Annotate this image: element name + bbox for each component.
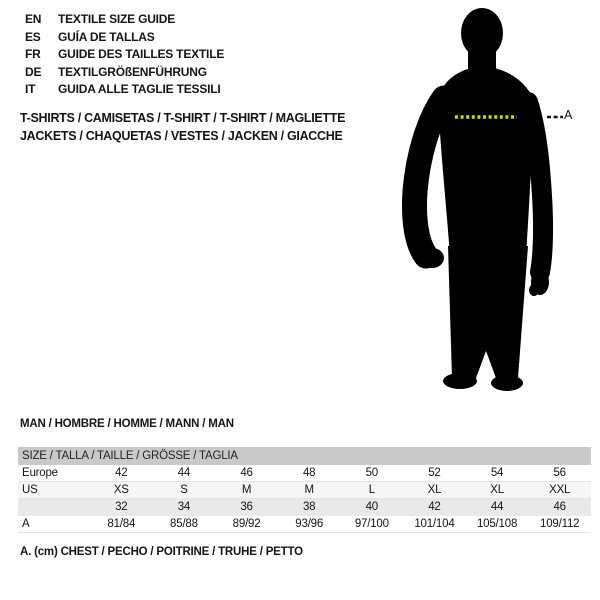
table-cell: 42 [428, 501, 441, 513]
table-cell: XS [113, 484, 129, 496]
table-cell: 36 [240, 501, 253, 513]
language-row [25, 46, 224, 64]
language-label: TEXTILGRÖßENFÜHRUNG [58, 64, 207, 79]
language-label: GUÍA DE TALLAS [58, 29, 155, 44]
language-code: FR [25, 47, 41, 62]
table-cell: S [180, 484, 188, 496]
table-cell: 81/84 [107, 518, 136, 530]
table-row-europe [18, 465, 591, 482]
category-tshirts: T-SHIRTS / CAMISETAS / T-SHIRT / T-SHIRT / MAGLIETTE [20, 111, 346, 125]
table-cell: 101/104 [414, 518, 455, 530]
garment-categories [20, 109, 345, 145]
row-label: US [22, 484, 38, 496]
table-cell: 34 [177, 501, 191, 513]
language-code: EN [25, 12, 42, 26]
table-cell: L [368, 484, 375, 496]
language-label: GUIDA ALLE TAGLIE TESSILI [58, 82, 221, 97]
language-label: GUIDE DES TAILLES TEXTILE [58, 47, 225, 62]
table-row-chest [18, 516, 591, 533]
measure-label-a: A [564, 108, 573, 122]
language-code: ES [25, 29, 41, 44]
table-cell: XL [427, 484, 442, 496]
table-cell: 40 [365, 501, 379, 513]
table-cell: M [241, 484, 252, 496]
row-label: Europe [22, 467, 58, 479]
table-cell: 109/112 [540, 518, 580, 530]
language-list [25, 11, 224, 99]
table-cell: 50 [365, 467, 379, 479]
table-row-us [18, 482, 591, 499]
table-cell: 42 [115, 467, 128, 479]
man-silhouette [402, 6, 577, 394]
footnote: A. (cm) CHEST / PECHO / POITRINE / TRUHE / PETTO [20, 546, 303, 558]
table-cell: M [304, 484, 314, 496]
size-table-header: SIZE / TALLA / TAILLE / GRÖSSE / TAGLIA [18, 447, 591, 465]
table-cell: XXL [549, 484, 571, 496]
table-cell: 54 [490, 467, 504, 479]
language-code: DE [25, 64, 42, 79]
table-cell: XL [490, 484, 504, 496]
table-cell: 97/100 [354, 518, 389, 530]
table-cell: 38 [302, 501, 316, 513]
table-cell: 56 [553, 467, 566, 479]
row-label [18, 499, 90, 516]
table-cell: 52 [428, 467, 441, 479]
table-cell: 89/92 [232, 518, 261, 530]
category-jackets: JACKETS / CHAQUETAS / VESTES / JACKEN / GIACCHE [20, 129, 343, 143]
table-cell: 48 [302, 467, 316, 479]
table-row-numeric [18, 499, 591, 516]
table-cell: 85/88 [170, 518, 198, 530]
silhouette-shape [414, 8, 549, 391]
size-table [18, 447, 591, 533]
table-cell: 105/108 [476, 518, 518, 530]
language-row [25, 81, 224, 99]
row-label: A [22, 518, 30, 530]
table-cell: 44 [177, 467, 191, 479]
table-cell: 46 [553, 501, 566, 513]
table-cell: 44 [490, 501, 504, 513]
section-title: MAN / HOMBRE / HOMME / MANN / MAN [20, 418, 234, 430]
table-cell: 46 [240, 467, 253, 479]
language-code: IT [25, 82, 36, 97]
language-row [25, 11, 224, 29]
table-cell: 32 [115, 501, 128, 513]
language-label: TEXTILE SIZE GUIDE [58, 12, 176, 26]
language-row [25, 64, 224, 82]
language-row [25, 29, 224, 47]
table-cell: 93/96 [295, 518, 324, 530]
